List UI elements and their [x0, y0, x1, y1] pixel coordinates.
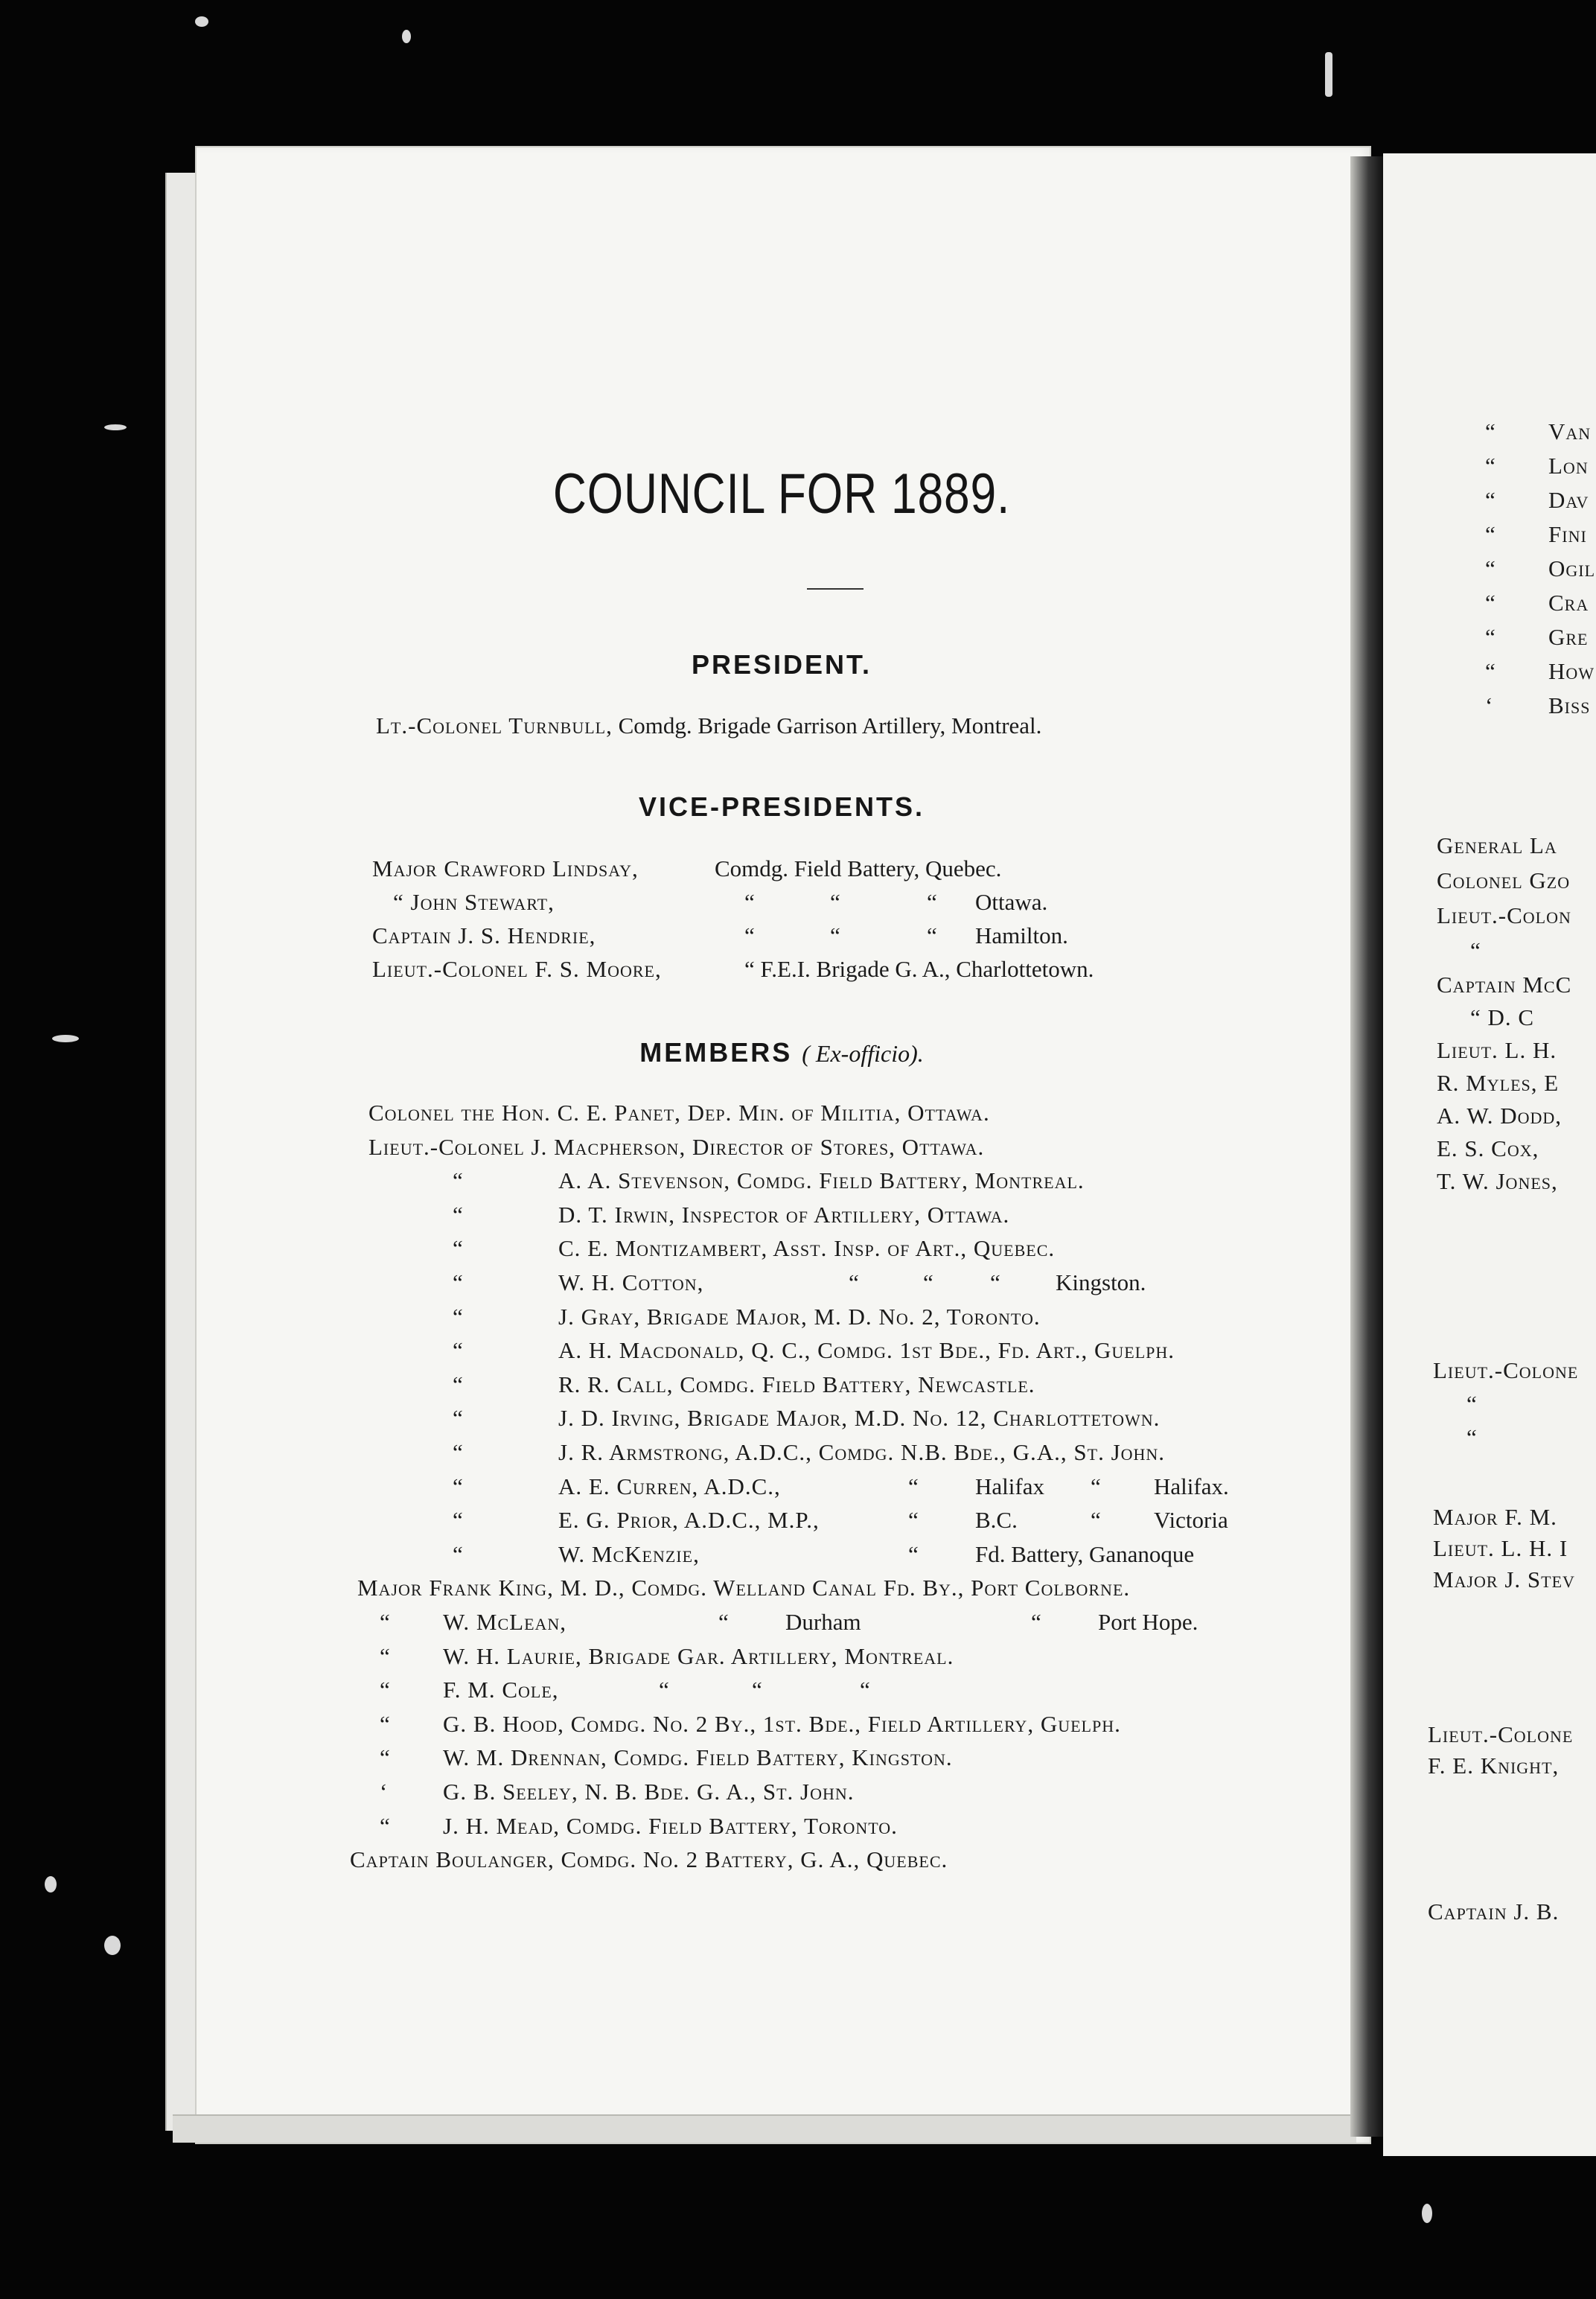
members-title: MEMBERS: [639, 1037, 793, 1068]
ditto-mark: “: [453, 1269, 463, 1295]
right-page-entry: Cra: [1548, 590, 1589, 616]
ditto-mark: “: [453, 1304, 463, 1330]
member-column-value: B.C.: [975, 1507, 1018, 1533]
ditto-mark: “: [718, 1609, 729, 1635]
member-entry: Colonel the Hon. C. E. Panet, Dep. Min. of Militia, Ottawa.: [368, 1100, 990, 1126]
dust-speck: [52, 1035, 79, 1042]
member-entry: W. H. Laurie, Brigade Gar. Artillery, Montreal.: [443, 1643, 954, 1669]
member-entry: A. A. Stevenson, Comdg. Field Battery, Montreal.: [558, 1167, 1085, 1193]
right-page-entry: Major J. Stev: [1433, 1566, 1575, 1592]
vice-president-location: Ottawa.: [975, 889, 1048, 915]
member-entry: W. McLean,: [443, 1609, 567, 1635]
ditto-mark: “: [453, 1337, 463, 1363]
ditto-mark: “: [453, 1507, 463, 1533]
member-entry: Captain Boulanger, Comdg. No. 2 Battery, G. A., Quebec.: [350, 1846, 948, 1872]
book-gutter: [1350, 156, 1383, 2137]
ditto-mark: “: [744, 922, 755, 948]
member-entry: E. G. Prior, A.D.C., M.P.,: [558, 1507, 820, 1533]
ditto-mark: “: [453, 1371, 463, 1397]
ditto-mark: “: [990, 1269, 1000, 1295]
ditto-mark: “: [1485, 487, 1496, 513]
member-location: Halifax.: [1154, 1473, 1229, 1499]
member-entry: A. E. Curren, A.D.C.,: [558, 1473, 781, 1499]
right-page-entry: Lieut.-Colone: [1433, 1357, 1579, 1383]
dust-speck: [1422, 2204, 1432, 2223]
ditto-mark: “: [380, 1744, 390, 1770]
right-page-entry: E. S. Cox,: [1437, 1135, 1539, 1161]
dust-speck: [1325, 52, 1332, 97]
ditto-mark: “: [1485, 555, 1496, 581]
right-page-entry: Captain McC: [1437, 972, 1572, 998]
ditto-mark: ‘: [1485, 692, 1493, 718]
ditto-mark: “: [1091, 1473, 1101, 1499]
president-entry: [376, 711, 1041, 741]
vice-president-name: Captain J. S. Hendrie,: [372, 922, 596, 948]
ditto-mark: “: [908, 1473, 919, 1499]
vice-president-name: Lieut.-Colonel F. S. Moore,: [372, 956, 662, 982]
ditto-mark: “: [927, 922, 937, 948]
dust-speck: [104, 424, 127, 430]
member-entry: J. D. Irving, Brigade Major, M.D. No. 12, Charlottetown.: [558, 1405, 1161, 1431]
ditto-mark: “: [380, 1677, 390, 1703]
vice-presidents-heading: VICE-PRESIDENTS.: [638, 791, 925, 822]
right-page-entry: Gre: [1548, 624, 1589, 650]
ditto-mark: “: [453, 1473, 463, 1499]
ditto-mark: “: [849, 1269, 859, 1295]
member-entry: W. McKenzie,: [558, 1541, 700, 1567]
page-title: COUNCIL FOR 1889.: [552, 462, 1011, 526]
ditto-mark: “: [453, 1202, 463, 1228]
ditto-mark: ‘: [380, 1779, 388, 1805]
member-entry: Lieut.-Colonel J. Macpherson, Director of Stores, Ottawa.: [368, 1134, 985, 1160]
ditto-mark: “: [453, 1405, 463, 1431]
member-entry: J. Gray, Brigade Major, M. D. No. 2, Toronto.: [558, 1304, 1041, 1330]
ditto-mark: “: [380, 1813, 390, 1839]
vice-president-location: Hamilton.: [975, 922, 1068, 948]
ditto-mark: “: [1485, 418, 1496, 444]
right-page-entry: Lieut. L. H.: [1437, 1037, 1557, 1063]
president-detail: Comdg. Brigade Garrison Artillery, Montreal.: [618, 712, 1042, 739]
dust-speck: [104, 1936, 121, 1955]
ditto-mark: “: [1485, 453, 1496, 479]
right-page-entry: F. E. Knight,: [1428, 1753, 1560, 1779]
ditto-mark: “: [453, 1235, 463, 1261]
right-page-entry: A. W. Dodd,: [1437, 1103, 1563, 1129]
right-page-entry: Dav: [1548, 487, 1589, 513]
member-column-value: “: [923, 1269, 933, 1295]
ditto-mark: “: [453, 1167, 463, 1193]
member-entry: F. M. Cole,: [443, 1677, 559, 1703]
right-page-entry: Lieut.-Colon: [1437, 902, 1571, 928]
member-entry: A. H. Macdonald, Q. C., Comdg. 1st Bde., Fd. Art., Guelph.: [558, 1337, 1175, 1363]
right-page-entry: How: [1548, 658, 1595, 684]
members-heading: [195, 1037, 1368, 1068]
right-page-entry: Lon: [1548, 453, 1589, 479]
member-entry: G. B. Hood, Comdg. No. 2 By., 1st. Bde., Field Artillery, Guelph.: [443, 1711, 1121, 1737]
right-page-entry: Lieut. L. H. I: [1433, 1535, 1568, 1561]
right-page-entry: Lieut.-Colone: [1428, 1721, 1574, 1747]
member-entry: R. R. Call, Comdg. Field Battery, Newcastle.: [558, 1371, 1035, 1397]
right-page-entry: “ D. C: [1470, 1004, 1535, 1030]
ditto-mark: “: [830, 889, 840, 915]
ditto-mark: “: [1031, 1609, 1041, 1635]
ditto-mark: “: [1485, 658, 1496, 684]
page-bottom-fold: [173, 2114, 1356, 2143]
ditto-mark: “: [744, 889, 755, 915]
member-entry: J. H. Mead, Comdg. Field Battery, Toronto.: [443, 1813, 898, 1839]
ditto-mark: “: [380, 1711, 390, 1737]
member-entry: D. T. Irwin, Inspector of Artillery, Ottawa.: [558, 1202, 1010, 1228]
ditto-mark: “: [453, 1541, 463, 1567]
right-page-entry: “: [1466, 1391, 1478, 1417]
dust-speck: [402, 30, 411, 43]
vice-president-detail: “ F.E.I. Brigade G. A., Charlottetown.: [744, 956, 1094, 982]
members-note: ( Ex-officio).: [802, 1040, 924, 1067]
ditto-mark: “: [1485, 590, 1496, 616]
ditto-mark: “: [908, 1507, 919, 1533]
member-entry: G. B. Seeley, N. B. Bde. G. A., St. John.: [443, 1779, 855, 1805]
ditto-mark: “: [860, 1677, 870, 1703]
member-column-value: Durham: [785, 1609, 861, 1635]
member-column-value: Halifax: [975, 1473, 1044, 1499]
member-entry: W. H. Cotton,: [558, 1269, 704, 1295]
member-location: Victoria: [1154, 1507, 1228, 1533]
right-page-entry: Major F. M.: [1433, 1504, 1557, 1530]
president-heading: PRESIDENT.: [691, 649, 872, 680]
right-page-entry: “: [1470, 937, 1481, 963]
title-divider: [807, 588, 864, 590]
ditto-mark: “: [453, 1439, 463, 1465]
member-entry: Major Frank King, M. D., Comdg. Welland Canal Fd. By., Port Colborne.: [357, 1575, 1131, 1601]
ditto-mark: “: [380, 1643, 390, 1669]
member-entry: W. M. Drennan, Comdg. Field Battery, Kingston.: [443, 1744, 953, 1770]
vice-president-name: Major Crawford Lindsay,: [372, 855, 639, 881]
right-page-entry: Van: [1548, 418, 1592, 444]
ditto-mark: “: [927, 889, 937, 915]
right-page-entry: T. W. Jones,: [1437, 1168, 1558, 1194]
ditto-mark: “: [1091, 1507, 1101, 1533]
ditto-mark: “: [830, 922, 840, 948]
right-page-entry: General La: [1437, 832, 1557, 858]
ditto-mark: “: [908, 1541, 919, 1567]
ditto-mark: “: [1485, 624, 1496, 650]
dust-speck: [195, 16, 208, 27]
member-column-value: “: [752, 1677, 762, 1703]
right-page-entry: “: [1466, 1424, 1478, 1450]
right-page-entry: Fini: [1548, 521, 1587, 547]
member-location: Fd. Battery, Gananoque: [975, 1541, 1195, 1567]
right-page-entry: Colonel Gzo: [1437, 867, 1571, 893]
right-page-entry: Ogil: [1548, 555, 1596, 581]
dust-speck: [45, 1876, 57, 1893]
member-entry: J. R. Armstrong, A.D.C., Comdg. N.B. Bde., G.A., St. John.: [558, 1439, 1166, 1465]
right-page-entry: R. Myles, E: [1437, 1070, 1560, 1096]
vice-president-name: “ John Stewart,: [393, 889, 555, 915]
right-page-entry: Biss: [1548, 692, 1591, 718]
vice-president-detail: Comdg. Field Battery, Quebec.: [715, 855, 1002, 881]
member-entry: C. E. Montizambert, Asst. Insp. of Art., Quebec.: [558, 1235, 1056, 1261]
ditto-mark: “: [659, 1677, 669, 1703]
member-location: Kingston.: [1056, 1269, 1146, 1295]
president-name: Lt.-Colonel Turnbull,: [376, 712, 613, 739]
ditto-mark: “: [1485, 521, 1496, 547]
ditto-mark: “: [380, 1609, 390, 1635]
member-location: Port Hope.: [1098, 1609, 1198, 1635]
right-page-entry: Captain J. B.: [1428, 1898, 1560, 1925]
